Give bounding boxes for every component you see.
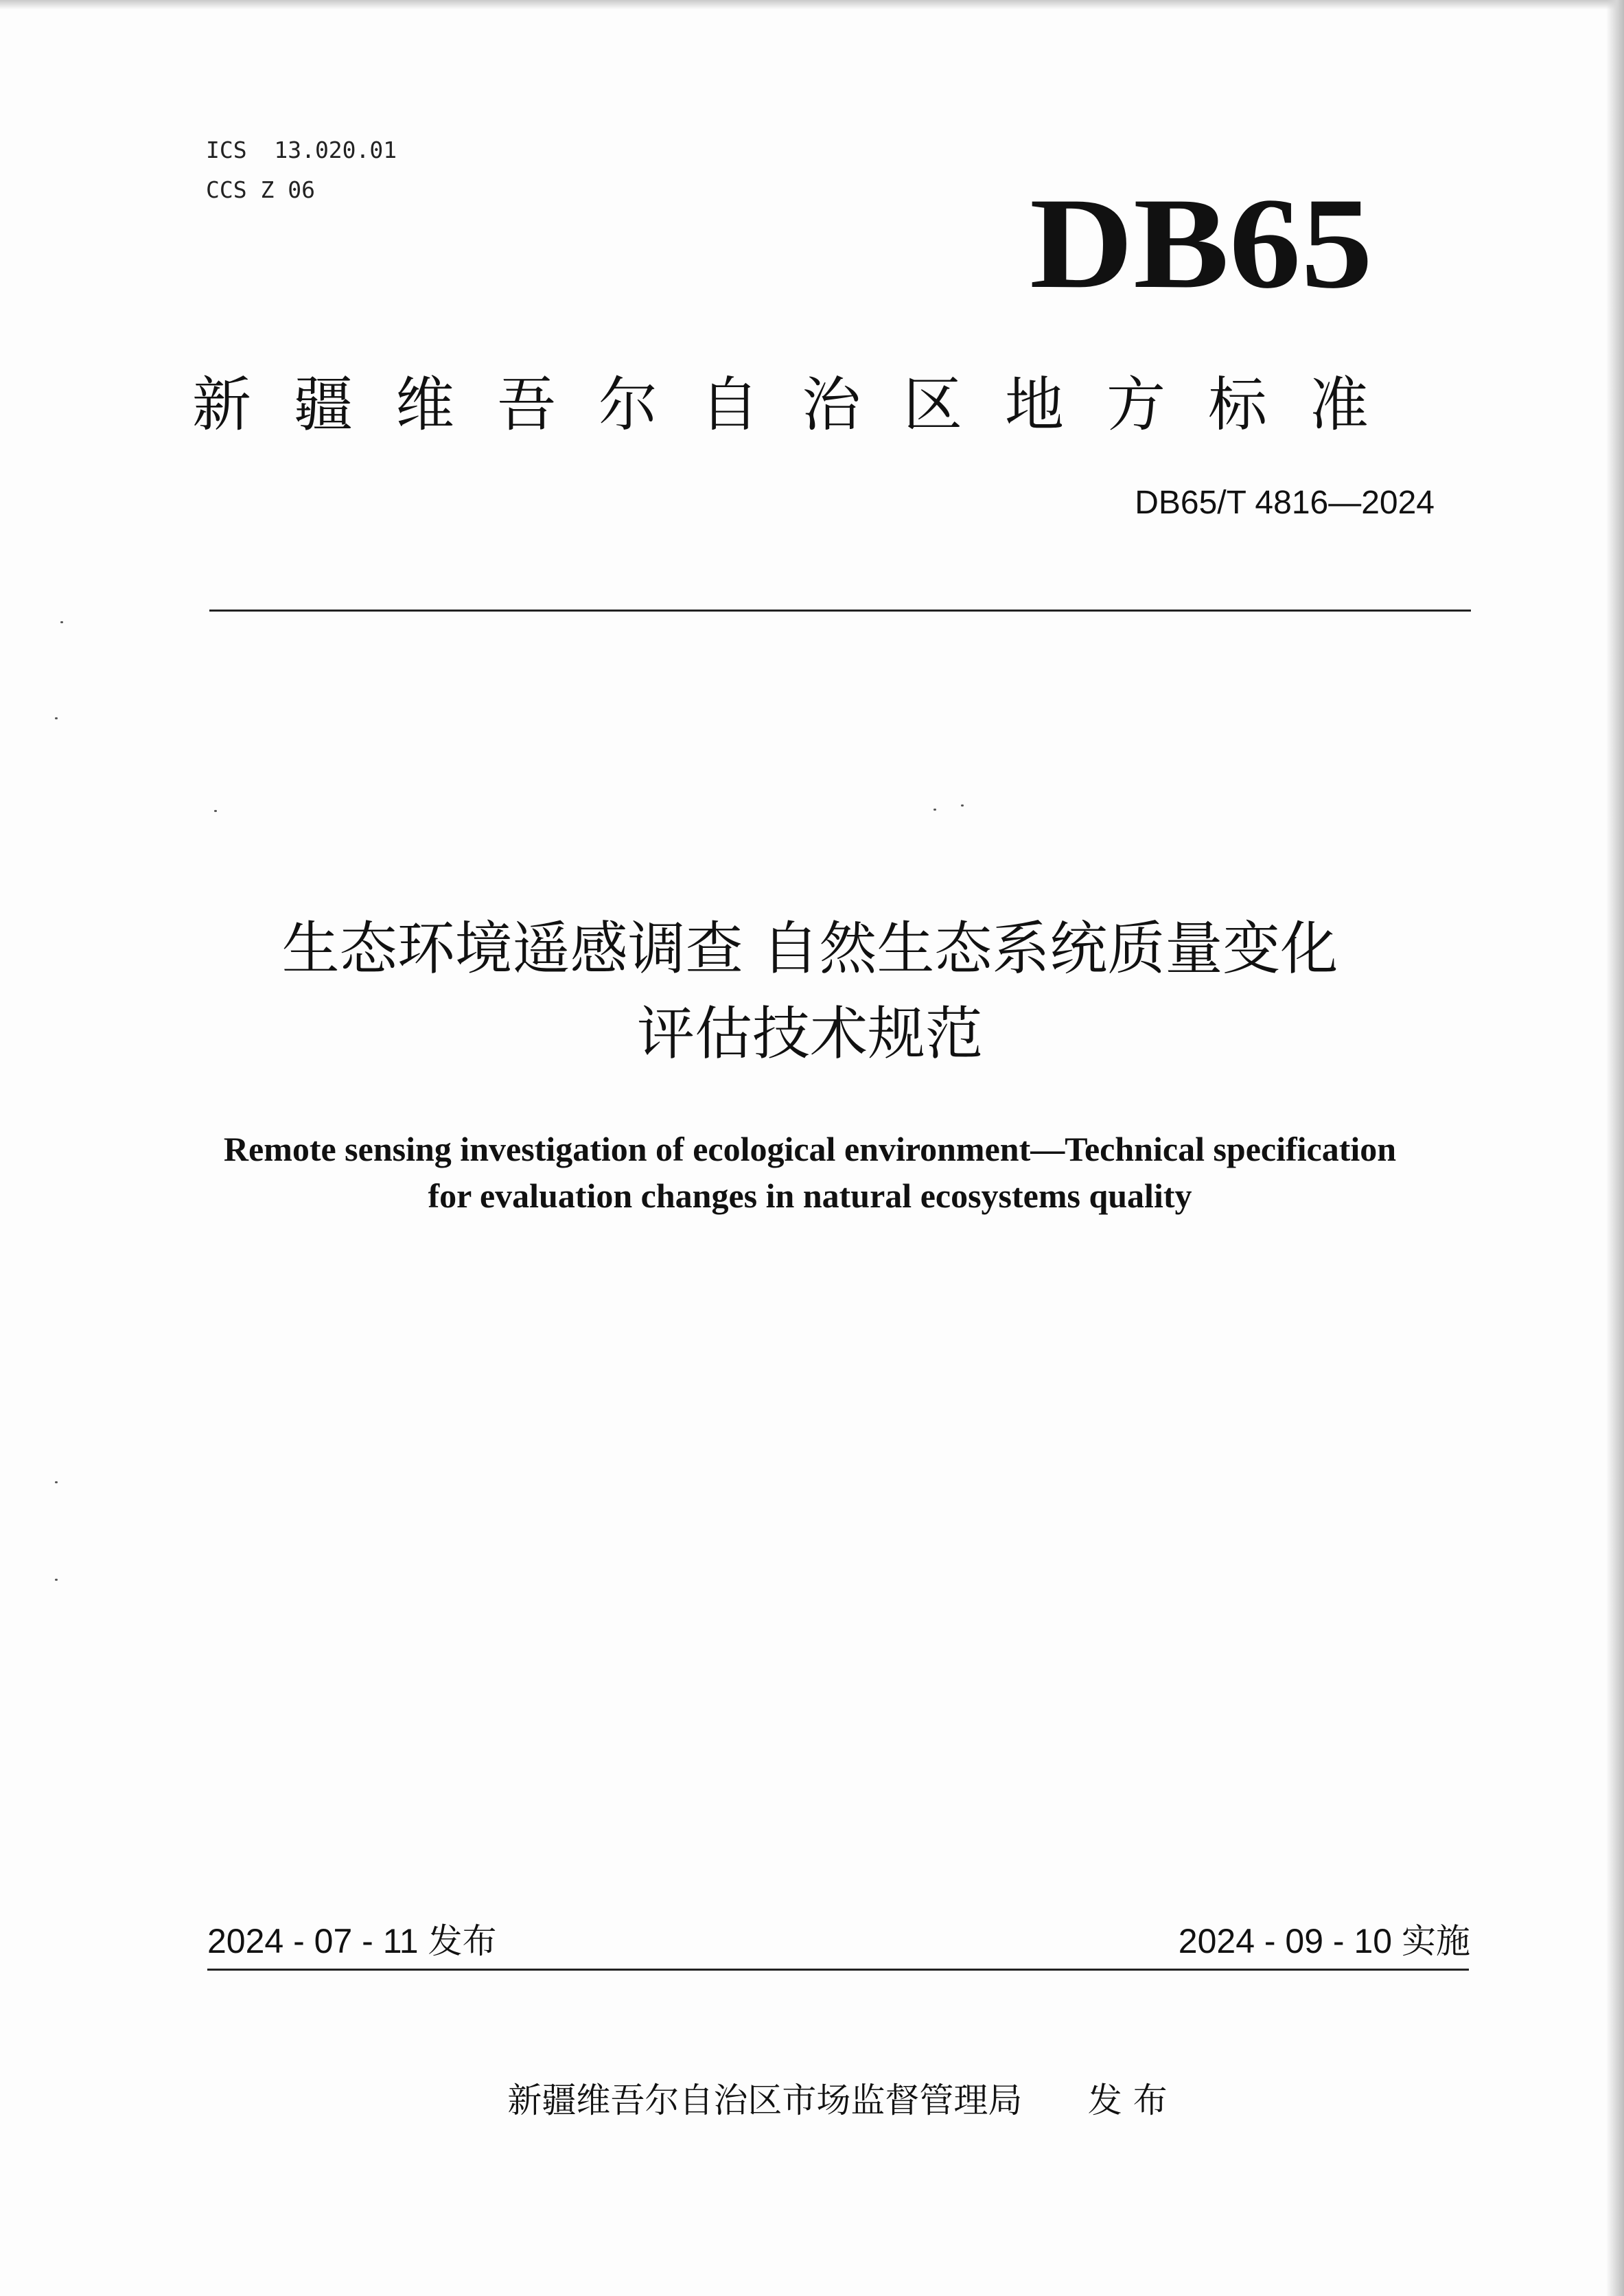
title-chinese-line-1: 生态环境遥感调查 自然生态系统质量变化	[281, 915, 1338, 982]
scan-edge-top	[0, 0, 1624, 10]
title-chinese-line-2: 评估技术规范	[636, 1000, 983, 1067]
scan-speck	[60, 621, 63, 623]
standard-number: DB65/T 4816—2024	[1135, 485, 1435, 521]
logo-text: DB65	[1030, 184, 1373, 308]
scan-speck	[961, 804, 964, 807]
db65-logo	[1030, 184, 1387, 308]
title-chinese	[124, 906, 1496, 1076]
title-english	[137, 1126, 1483, 1219]
issuer-action: 发 布	[1087, 2080, 1168, 2120]
scan-speck	[55, 1481, 58, 1483]
footer-divider	[207, 1969, 1469, 1971]
scan-edge-right	[1606, 0, 1624, 2296]
ics-code: ICS 13.020.01	[206, 137, 397, 163]
issue-date: 2024 - 07 - 11 发布	[207, 1922, 497, 1960]
standard-type: 新疆维吾尔自治区地方标准	[192, 371, 1411, 439]
issuer-line	[206, 2073, 1469, 2122]
title-english-line-1: Remote sensing investigation of ecological environment—Technical specification	[223, 1130, 1397, 1168]
issuer-name: 新疆维吾尔自治区市场监督管理局	[507, 2080, 1023, 2120]
scan-speck	[214, 810, 217, 812]
scan-speck	[55, 717, 58, 719]
ccs-code: CCS Z 06	[206, 176, 315, 203]
scan-speck	[55, 1579, 58, 1581]
effective-date: 2024 - 09 - 10 实施	[1178, 1922, 1470, 1960]
classification-codes	[206, 130, 397, 210]
title-english-line-2: for evaluation changes in natural ecosystems quality	[428, 1176, 1192, 1215]
header-divider	[209, 610, 1471, 612]
scan-speck	[933, 809, 936, 811]
